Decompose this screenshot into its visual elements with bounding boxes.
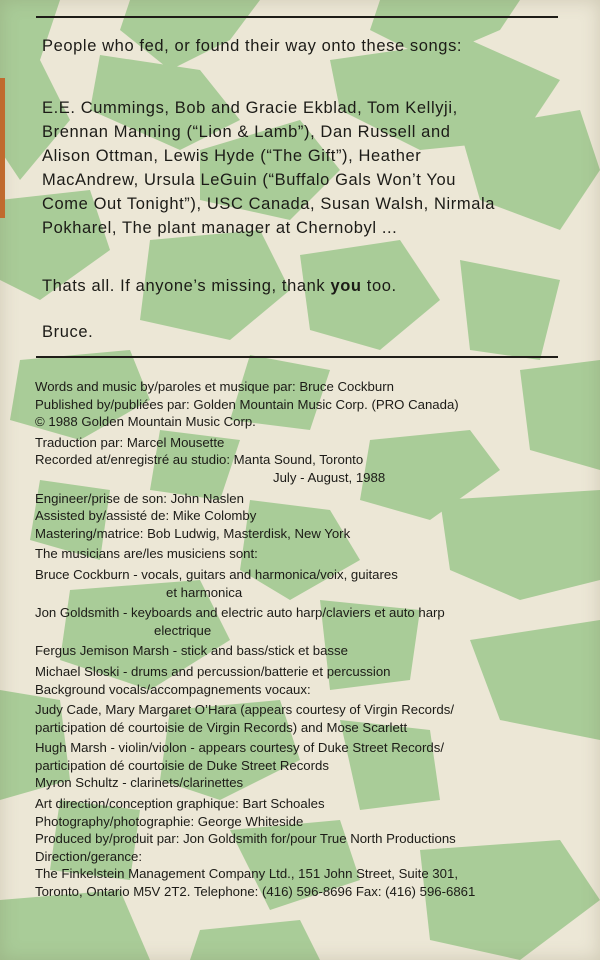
- credit-copyright: © 1988 Golden Mountain Music Corp.: [35, 414, 256, 430]
- closing-line: [42, 274, 397, 298]
- thanks-line: Alison Ottman, Lewis Hyde (“The Gift”), Heather: [42, 147, 422, 165]
- middle-divider: [36, 356, 558, 358]
- thanks-paragraph: [42, 96, 562, 240]
- musician-line-cont: et harmonica: [166, 584, 243, 600]
- musicians-header: The musicians are/les musiciens sont:: [35, 546, 258, 562]
- musician-line: Michael Sloski - drums and percussion/batterie et percussion: [35, 663, 391, 679]
- background-vocals-header: Background vocals/accompagnements vocaux:: [35, 681, 311, 697]
- credit-recorded-dates: July - August, 1988: [273, 469, 386, 485]
- credits-block: [35, 378, 565, 901]
- closing-bold-word: you: [330, 277, 362, 295]
- closing-text-start: Thats all. If anyone’s missing, thank: [42, 277, 331, 295]
- credit-management-address: The Finkelstein Management Company Ltd., 151 John Street, Suite 301,: [35, 866, 458, 882]
- credit-translation: Traduction par: Marcel Mousette: [35, 434, 225, 450]
- musician-line-cont: participation dé courtoisie de Duke Street Records: [35, 757, 329, 773]
- credit-direction: Direction/gerance:: [35, 848, 143, 864]
- thanks-header: People who fed, or found their way onto these songs:: [42, 37, 463, 55]
- edge-orange-strip: [0, 78, 5, 218]
- closing-text-end: too.: [361, 277, 397, 295]
- credit-mastering: Mastering/matrice: Bob Ludwig, Masterdisk, New York: [35, 525, 351, 541]
- musician-line: Myron Schultz - clarinets/clarinettes: [35, 775, 244, 791]
- musician-line: Hugh Marsh - violin/violon - appears courtesy of Duke Street Records/: [35, 740, 444, 756]
- credit-engineer: Engineer/prise de son: John Naslen: [35, 490, 244, 506]
- musician-line: Fergus Jemison Marsh - stick and bass/stick et basse: [35, 643, 348, 659]
- credit-published: Published by/publiées par: Golden Mountain Music Corp. (PRO Canada): [35, 396, 459, 412]
- thanks-line: E.E. Cummings, Bob and Gracie Ekblad, Tom Kellyji,: [42, 99, 458, 117]
- credit-art-direction: Art direction/conception graphique: Bart Schoales: [35, 796, 325, 812]
- thanks-line: MacAndrew, Ursula LeGuin (“Buffalo Gals Won’t You: [42, 171, 456, 189]
- credit-photography: Photography/photographie: George Whiteside: [35, 813, 304, 829]
- musician-line: Bruce Cockburn - vocals, guitars and harmonica/voix, guitares: [35, 566, 398, 582]
- background-vocals-line: Judy Cade, Mary Margaret O’Hara (appears courtesy of Virgin Records/: [35, 702, 454, 718]
- credit-assisted: Assisted by/assisté de: Mike Colomby: [35, 508, 257, 524]
- credit-recorded: Recorded at/enregistré au studio: Manta Sound, Toronto: [35, 452, 364, 468]
- credit-words-music: Words and music by/paroles et musique par: Bruce Cockburn: [35, 379, 394, 394]
- thanks-line: Pokharel, The plant manager at Chernobyl ...: [42, 219, 398, 237]
- thanks-line: Brennan Manning (“Lion & Lamb”), Dan Russell and: [42, 123, 451, 141]
- background-vocals-line-cont: participation dé courtoisie de Virgin Records) and Mose Scarlett: [35, 719, 408, 735]
- credit-produced: Produced by/produit par: Jon Goldsmith for/pour True North Productions: [35, 831, 456, 847]
- credit-management-contact: Toronto, Ontario M5V 2T2. Telephone: (416) 596-8696 Fax: (416) 596-6861: [35, 884, 476, 900]
- thanks-line: Come Out Tonight”), USC Canada, Susan Walsh, Nirmala: [42, 195, 496, 213]
- signature: Bruce.: [42, 323, 94, 341]
- musician-line-cont: electrique: [154, 622, 212, 638]
- musician-line: Jon Goldsmith - keyboards and electric auto harp/claviers et auto harp: [35, 605, 445, 621]
- top-divider: [36, 16, 558, 18]
